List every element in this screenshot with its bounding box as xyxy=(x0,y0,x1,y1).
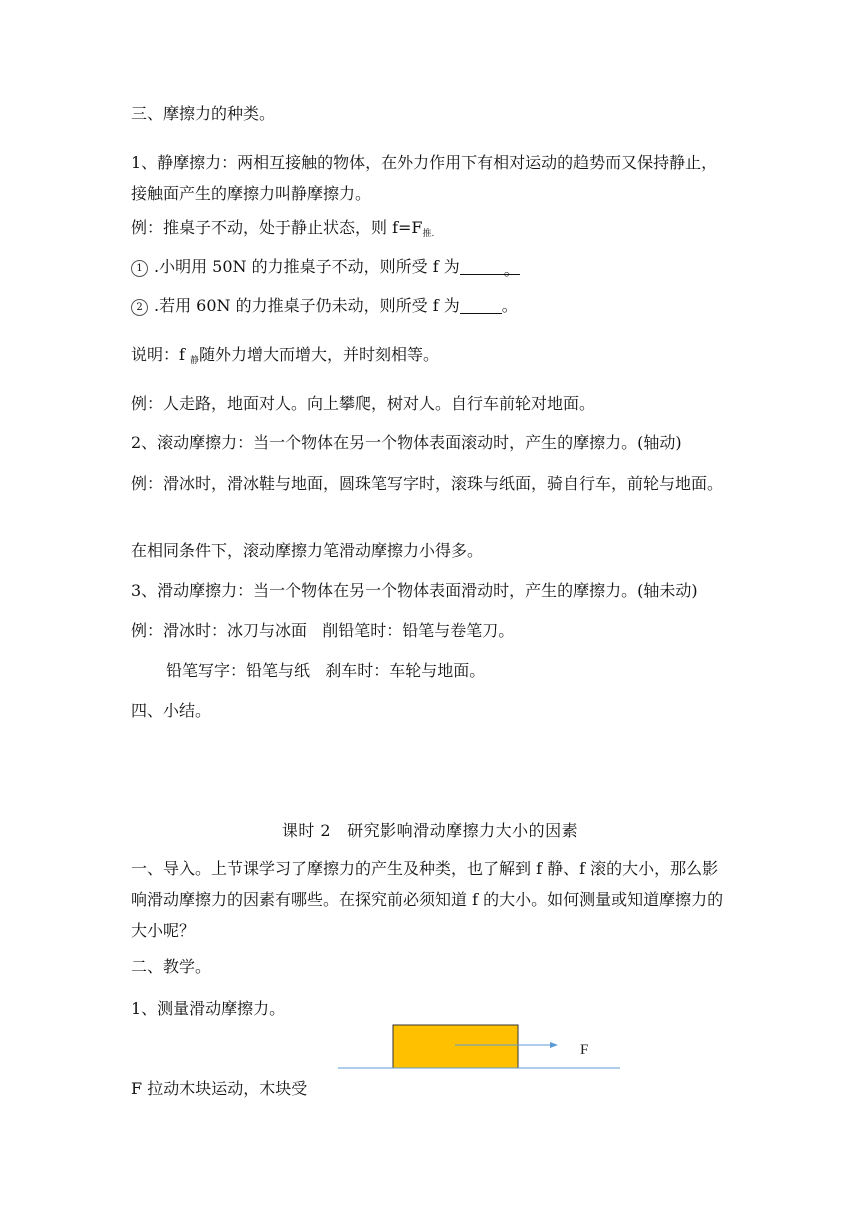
sliding-friction-definition: 3、滑动摩擦力：当一个物体在另一个物体表面滑动时，产生的摩擦力。(轴未动) xyxy=(131,581,698,600)
circled-number-2: 2 xyxy=(131,299,148,316)
question-1-text: .小明用 50N 的力推桌子不动，则所受 f 为 xyxy=(154,257,460,276)
section-3-heading: 三、摩擦力的种类。 xyxy=(131,104,276,123)
sliding-friction-example-1: 例：滑冰时：冰刀与冰面 削铅笔时：铅笔与卷笔刀。 xyxy=(131,621,515,640)
section-2-heading: 二、教学。 xyxy=(131,957,212,976)
friction-comparison: 在相同条件下，滚动摩擦力笔滑动摩擦力小得多。 xyxy=(131,541,484,560)
question-2-text: .若用 60N 的力推桌子仍未动，则所受 f 为 xyxy=(154,296,460,315)
note-text: 随外力增大而增大，并时刻相等。 xyxy=(199,345,440,364)
force-label: F xyxy=(580,1042,589,1058)
wooden-block xyxy=(393,1025,518,1068)
lesson-number: 课时 2 xyxy=(281,821,332,840)
sliding-friction-example-2: 铅笔写字：铅笔与纸 刹车时：车轮与地面。 xyxy=(166,661,486,680)
lesson-topic: 研究影响滑动摩擦力大小的因素 xyxy=(347,821,579,840)
example-subscript: 推. xyxy=(422,229,435,239)
measure-heading: 1、测量滑动摩擦力。 xyxy=(131,999,286,1018)
pull-text: F 拉动木块运动，木块受 xyxy=(131,1079,308,1098)
question-1-end: 。 xyxy=(504,256,520,275)
question-2-end: 。 xyxy=(501,296,518,315)
force-arrowhead xyxy=(550,1042,558,1048)
circled-number-1: 1 xyxy=(131,260,148,277)
note-prefix: 说明：f xyxy=(131,345,191,364)
static-friction-example-2: 例：人走路，地面对人。向上攀爬，树对人。自行车前轮对地面。 xyxy=(131,394,596,413)
note-subscript: 静 xyxy=(190,356,200,366)
rolling-friction-definition: 2、滚动摩擦力：当一个物体在另一个物体表面滚动时，产生的摩擦力。(轴动) xyxy=(131,433,682,452)
static-friction-definition: 1、静摩擦力：两相互接触的物体，在外力作用下有相对运动的趋势而又保持静止，接触面产生的摩擦力叫静摩擦力。 xyxy=(131,153,718,203)
introduction: 一、导入。上节课学习了摩擦力的产生及种类，也了解到 f 静、f 滚的大小，那么影响滑动摩擦力的因素有哪些。在探究前必须知道 f 的大小。如何测量或知道摩擦力的大小呢？ xyxy=(131,859,724,940)
section-4-heading: 四、小结。 xyxy=(131,701,212,720)
rolling-friction-example: 例：滑冰时，滑冰鞋与地面，圆珠笔写字时，滚珠与纸面，骑自行车，前轮与地面。 xyxy=(131,474,724,493)
example-text: 例：推桌子不动，处于静止状态，则 f=F xyxy=(131,218,423,237)
